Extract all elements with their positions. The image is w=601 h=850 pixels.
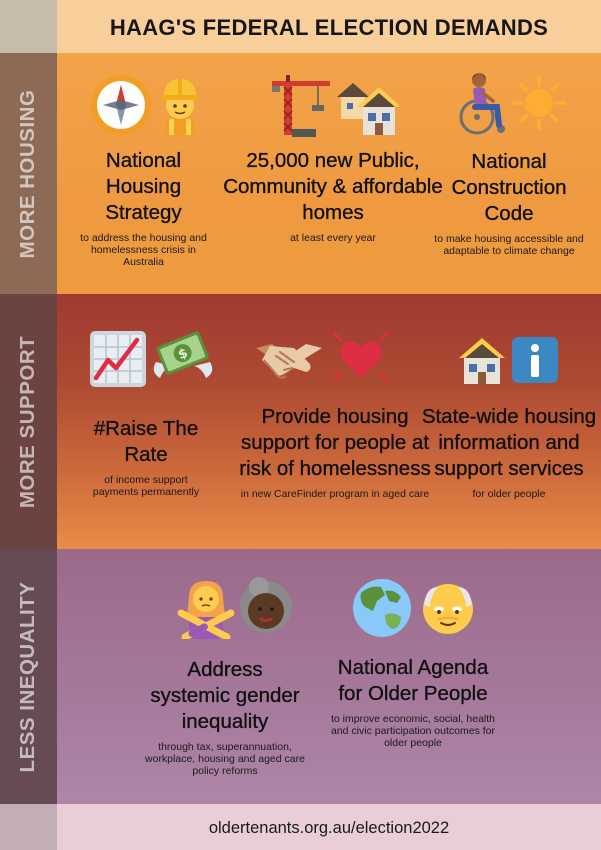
section-label-bar <box>0 53 57 294</box>
website-link[interactable]: oldertenants.org.au/election2022 <box>208 819 450 837</box>
demand-description: for older people <box>472 488 546 500</box>
svg-text:$: $ <box>176 345 191 364</box>
construction-worker-icon <box>155 71 205 135</box>
demand-title: Address systemic gender inequality <box>150 658 300 733</box>
woman-gesturing-no-icon <box>177 577 235 639</box>
information-icon <box>511 336 559 384</box>
demand-national-housing-strategy <box>76 148 211 268</box>
demand-information-services <box>419 404 599 500</box>
section-label-bar <box>0 549 57 804</box>
demand-description: to address the housing and homelessness crisis in Australia <box>80 232 207 268</box>
demand-title: National Housing Strategy <box>105 149 182 224</box>
section-label: MORE SUPPORT <box>16 335 39 508</box>
demand-title: #Raise The Rate <box>93 417 199 466</box>
wheelchair-person-icon <box>455 71 511 135</box>
crane-icon <box>270 73 332 137</box>
globe-asia-australia-icon <box>351 577 413 639</box>
demand-description: at least every year <box>290 232 376 244</box>
section-less-inequality <box>0 549 601 804</box>
demand-national-construction-code <box>429 149 589 257</box>
houses-icon <box>335 75 401 137</box>
demand-title: State-wide housing information and support services <box>421 405 597 480</box>
demand-housing-support <box>235 404 435 500</box>
sun-icon <box>511 75 567 131</box>
section-label: LESS INEQUALITY <box>16 581 39 772</box>
demand-raise-the-rate <box>81 416 211 498</box>
demand-title: Provide housing support for people at risk of homelessness <box>239 405 431 480</box>
compass-icon <box>89 73 153 137</box>
demand-title: National Construction Code <box>451 150 567 225</box>
house-icon <box>457 336 507 386</box>
section-label-bar <box>0 294 57 549</box>
demand-title: 25,000 new Public, Community & affordable homes <box>223 149 443 224</box>
beating-heart-icon <box>331 328 391 386</box>
section-more-housing <box>0 53 601 294</box>
demand-description: to make housing accessible and adaptable to climate change <box>434 233 584 257</box>
demand-description: of income support payments permanently <box>92 474 200 498</box>
section-label: MORE HOUSING <box>16 89 39 258</box>
header-tab <box>0 0 57 53</box>
demand-description: through tax, superannuation, workplace, housing and aged care policy reforms <box>145 741 305 777</box>
demand-description: in new CareFinder program in aged care <box>240 488 430 500</box>
chart-increasing-icon <box>89 330 147 388</box>
handshake-icon <box>254 334 324 386</box>
section-content <box>57 549 601 804</box>
footer <box>0 804 601 850</box>
page-title: HAAG'S FEDERAL ELECTION DEMANDS <box>109 15 549 40</box>
footer-tab <box>0 804 57 850</box>
demand-gender-inequality <box>145 657 305 777</box>
section-more-support <box>0 294 601 549</box>
money-with-wings-icon <box>150 326 216 388</box>
older-woman-icon <box>237 577 295 639</box>
demand-new-homes <box>221 148 445 244</box>
demand-description: to improve economic, social, health and civic participation outcomes for older people <box>331 713 495 749</box>
section-content <box>57 294 601 549</box>
demand-title: National Agenda for Older People <box>337 656 489 705</box>
header <box>0 0 601 53</box>
section-content <box>57 53 601 294</box>
demand-national-agenda <box>327 655 499 749</box>
older-man-icon <box>418 575 478 639</box>
